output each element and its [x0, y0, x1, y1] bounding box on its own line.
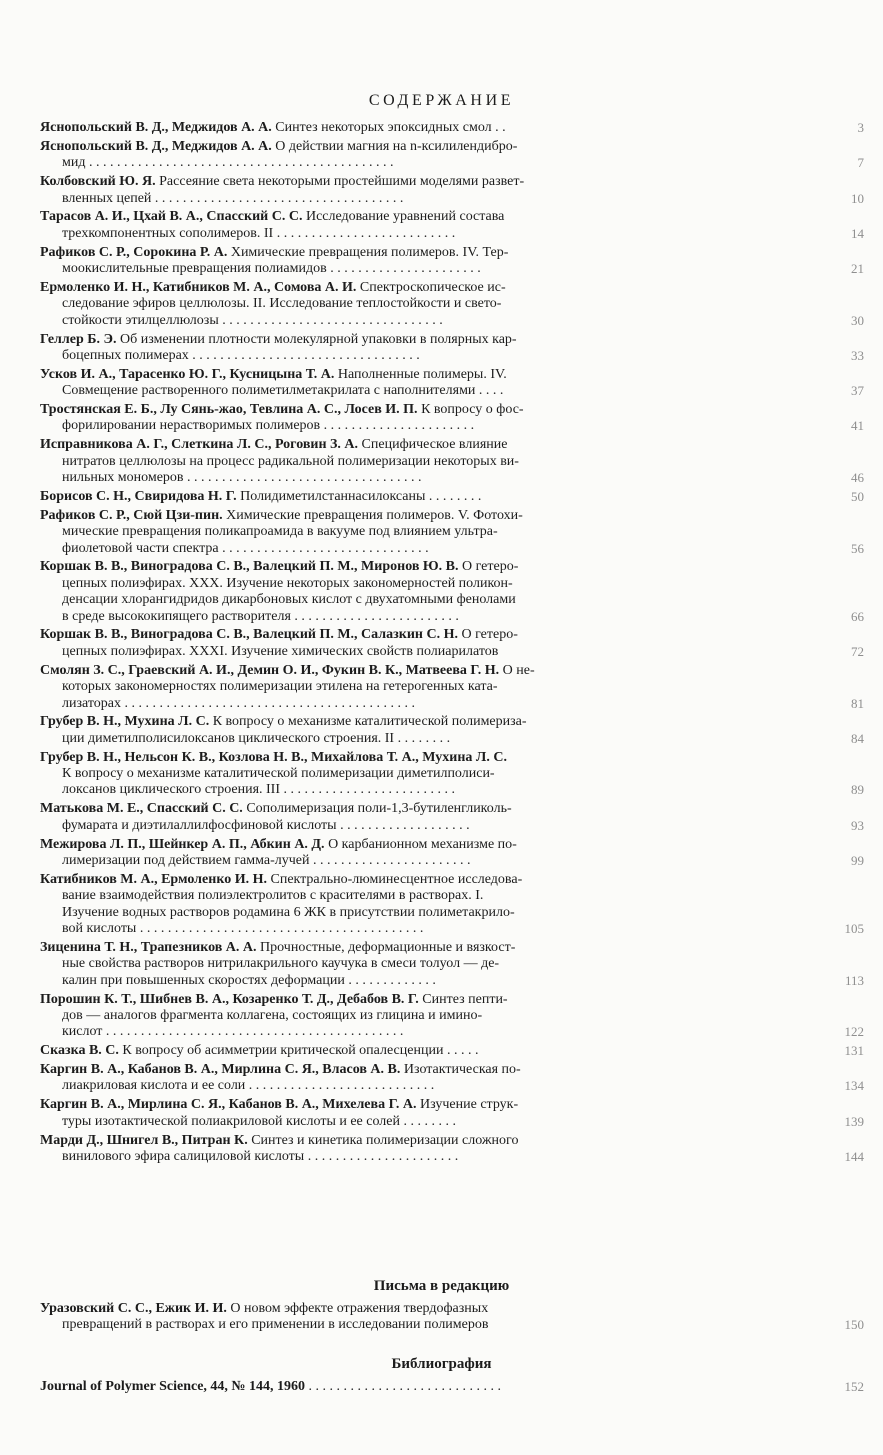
toc-entry-authors: Грубер В. Н., Нельсон К. В., Козлова Н. В., Михайлова Т. А., Мухина Л. С. [40, 749, 507, 765]
toc-entry-authors: Рафиков С. Р., Сюй Цзи-пин. [40, 507, 223, 523]
toc-entry-page: 152 [844, 1379, 864, 1394]
toc-entry-authors: Яснопольский В. Д., Меджидов А. А. [40, 120, 272, 135]
toc-entry [40, 174, 870, 207]
toc-entry-title: превращений в растворах и его применении в исследовании полимеров [62, 1317, 489, 1333]
toc-entry-page: 131 [844, 1043, 864, 1059]
toc-entry [40, 872, 870, 938]
toc-entry-line [40, 609, 812, 625]
toc-entry-title: форилировании нерастворимых полимеров . . . . . . . . . . . . . . . . . . . . . . [62, 418, 475, 434]
toc-entry-title: Синтез некоторых эпоксидных смол . . [271, 120, 506, 135]
toc-entry-title: О гетеро- [458, 559, 519, 575]
toc-entry-title: дов — аналогов фрагмента коллагена, состоящих из глицина и имино- [62, 1007, 483, 1023]
toc-entry [40, 714, 870, 747]
toc-entry-authors: Усков И. А., Тарасенко Ю. Г., Кусницына Т. А. [40, 366, 335, 382]
toc-entry-title: вание взаимодействия полиэлектролитов с красителями в растворах. I. [62, 888, 484, 904]
toc-entry-authors: Тарасов А. И., Цхай В. А., Спасский С. С. [40, 209, 303, 225]
letters-list [40, 1301, 870, 1336]
toc-entry-title: трехкомпонентных сополимеров. II . . . . . . . . . . . . . . . . . . . . . . . . . . [62, 225, 456, 241]
toc-entry-title: лимеризации под действием гамма-лучей . . . . . . . . . . . . . . . . . . . . . . . [62, 852, 471, 868]
toc-entry-page: 105 [844, 921, 864, 936]
toc-entry-title: Об изменении плотности молекулярной упаковки в полярных кар- [116, 331, 517, 347]
toc-entry-title: которых закономерностях полимеризации этилена на гетерогенных ката- [62, 679, 498, 695]
toc-entry-line [40, 714, 812, 730]
toc-entry-title: винилового эфира салициловой кислоты . . . . . . . . . . . . . . . . . . . . . . [62, 1148, 459, 1164]
toc-entry [40, 280, 870, 329]
toc-entry-line [40, 1317, 812, 1333]
toc-entry-page: 7 [857, 155, 864, 171]
page-title: СОДЕРЖАНИЕ [368, 92, 515, 109]
toc-entry-line [40, 956, 812, 972]
toc-entry-authors: Матькова М. Е., Спасский С. С. [40, 801, 243, 817]
toc-entry-authors: Яснопольский В. Д., Меджидов А. А. [40, 138, 272, 154]
toc-entry-authors: Грубер В. Н., Мухина Л. С. [40, 714, 210, 730]
toc-entry-page: 56 [851, 540, 864, 556]
toc-entry-title: локсанов циклического строения. III . . . . . . . . . . . . . . . . . . . . . . . . . [62, 782, 456, 798]
toc-entry-title: О карбанионном механизме по- [324, 836, 517, 852]
toc-entry-line [40, 627, 812, 643]
toc-entry-authors: Смолян З. С., Граевский А. И., Демин О. И., Фукин В. К., Матвеева Г. Н. [40, 662, 500, 678]
toc-entry-line [40, 1133, 812, 1149]
toc-entry-line [40, 508, 812, 524]
toc-entry-line [40, 644, 812, 660]
toc-entry-line [40, 367, 812, 383]
toc-entry-title: нитратов целлюлозы на процесс радикальной полимеризации некоторых ви- [62, 453, 519, 469]
toc-entry-title: Изучение струк- [416, 1097, 519, 1113]
toc-entry-page: 21 [851, 261, 864, 276]
toc-entry [40, 992, 870, 1041]
toc-entry-line [40, 818, 812, 834]
toc-entry-line [40, 1024, 812, 1040]
toc-entry-title: К вопросу о фос- [417, 402, 524, 417]
toc-entry-title: Полидиметилстаннасилоксаны . . . . . . . . [236, 488, 482, 504]
toc-entry-title: Исследование уравнений состава [302, 209, 505, 225]
toc-entry-page: 14 [851, 225, 864, 241]
toc-entry-page: 66 [851, 608, 864, 624]
toc-entry-authors: Исправникова А. Г., Слеткина Л. С., Роговин З. А. [40, 437, 359, 453]
toc-entry-line [40, 888, 812, 904]
toc-entry-title: Сополимеризация поли-1,3-бутиленгликоль- [242, 801, 512, 817]
toc-entry-page: 50 [851, 488, 864, 504]
toc-entry-title: ции диметилполисилоксанов циклического строения. II . . . . . . . . [62, 730, 451, 746]
toc-entry-line [40, 696, 812, 712]
toc-entry-authors: Тростянская Е. Б., Лу Сянь-жао, Тевлина А. С., Лосев И. П. [40, 402, 418, 417]
toc-entry-title: боцепных полимерах . . . . . . . . . . . . . . . . . . . . . . . . . . . . . . . . . [62, 347, 420, 363]
toc-entry-line [40, 226, 812, 242]
toc-entry-page: 150 [844, 1317, 864, 1333]
toc-entry-title: О действии магния на n-ксилилендибро- [271, 138, 518, 154]
toc-entry-page: 37 [851, 383, 864, 399]
toc-entry-title: вленных цепей . . . . . . . . . . . . . . . . . . . . . . . . . . . . . . . . . . . . [62, 190, 404, 206]
toc-entry-title: денсации хлорангидридов дикарбоновых кислот с двухатомными фенолами [62, 592, 516, 608]
toc-entry-line [40, 383, 812, 399]
toc-entry-line [40, 782, 812, 798]
toc-entry-line [40, 489, 812, 505]
toc-entry [40, 663, 870, 712]
toc-entry-line [40, 905, 812, 921]
toc-entry [40, 801, 870, 834]
toc-entry-page: 41 [851, 418, 864, 434]
toc-entry-page: 113 [844, 972, 864, 988]
toc-entry-page: 134 [844, 1078, 864, 1094]
toc-entry-line [40, 1062, 812, 1078]
toc-entry-authors: Сказка В. С. [40, 1043, 119, 1059]
toc-entry [40, 1062, 870, 1095]
toc-entry-title: лизаторах . . . . . . . . . . . . . . . . . . . . . . . . . . . . . . . . . . . . . . . . . . [62, 695, 416, 711]
toc-entry-line [40, 296, 812, 312]
toc-entry-title: Рассеяние света некоторыми простейшими моделями развет- [155, 174, 525, 190]
toc-entry [40, 508, 870, 557]
toc-entry-line [40, 155, 812, 171]
toc-entry-line [40, 1114, 812, 1130]
toc-entry-title: Специфическое влияние [358, 437, 508, 453]
toc-entry-line [40, 191, 812, 207]
toc-entry-line [40, 576, 812, 592]
toc-entry-title: Химические превращения полимеров. IV. Тер- [227, 244, 509, 260]
toc-entry-title: К вопросу о механизме каталитической полимеризации диметилполиси- [62, 766, 495, 782]
toc-entry-line [40, 679, 812, 695]
toc-entry-title: вой кислоты . . . . . . . . . . . . . . . . . . . . . . . . . . . . . . . . . . . . . . . . . [62, 921, 424, 936]
toc-entry-title: О не- [499, 662, 535, 678]
toc-entry-title: мид . . . . . . . . . . . . . . . . . . . . . . . . . . . . . . . . . . . . . . . . . . . . [62, 155, 394, 171]
toc-entry-title: К вопросу о механизме каталитической полимериза- [209, 714, 527, 730]
toc-entry-line [40, 592, 812, 608]
toc-entry-authors: Уразовский С. С., Ежик И. И. [40, 1301, 227, 1316]
toc-entry-title: Химические превращения полимеров. V. Фотохи- [222, 507, 523, 523]
toc-entry-line [40, 332, 812, 348]
toc-entry-page: 46 [851, 470, 864, 486]
toc-entry-line [40, 313, 812, 329]
toc-entry-title: Изучение водных растворов родамина 6 ЖК в присутствии полиметакрило- [62, 904, 515, 920]
toc-entry-line [40, 437, 812, 453]
toc-entry-authors: Journal of Polymer Science, 44, № 144, 1960 [40, 1379, 306, 1394]
toc-entry [40, 139, 870, 172]
toc-entry [40, 367, 870, 400]
toc-entry-title: Синтез пепти- [418, 991, 508, 1007]
toc-entry-authors: Межирова Л. П., Шейнкер А. П., Абкин А. Д. [40, 836, 325, 852]
toc-entry-page: 89 [851, 782, 864, 798]
toc-entry-authors: Борисов С. Н., Свиридова Н. Г. [40, 488, 237, 504]
toc-entry-page: 122 [844, 1024, 864, 1040]
toc-entry-line [40, 1301, 812, 1317]
toc-entry-title: Изотактическая по- [400, 1062, 521, 1077]
toc-entry-title: цепных полиэфирах. XXXI. Изучение химических свойств полиарилатов [62, 643, 499, 659]
toc-entry-page: 72 [851, 643, 864, 659]
toc-entry-title: . . . . . . . . . . . . . . . . . . . . . . . . . . . . [305, 1379, 502, 1394]
toc-entry-authors: Коршак В. В., Виноградова С. В., Валецкий П. М., Салазкин С. Н. [40, 627, 458, 643]
toc-entry-title: Спектроскопическое ис- [356, 279, 506, 295]
toc-entry-line [40, 559, 812, 575]
toc-entry-title: Спектрально-люминесцентное исследова- [266, 871, 523, 887]
toc-entry-line [40, 1379, 812, 1395]
toc-entry-line [40, 541, 812, 557]
toc-entry-line [40, 992, 812, 1008]
toc-entry [40, 437, 870, 486]
toc-entry-line [40, 940, 812, 956]
toc-entry-line [40, 139, 812, 155]
toc-entry-title: цепных полиэфирах. XXX. Изучение некоторых закономерностей поликон- [62, 575, 513, 591]
toc-entry-authors: Ермоленко И. Н., Катибников М. А., Сомова А. И. [40, 279, 357, 295]
toc-entry-line [40, 348, 812, 364]
toc-entry-title: в среде высококипящего растворителя . . . . . . . . . . . . . . . . . . . . . . . . [62, 608, 459, 624]
toc-entry-line [40, 1008, 812, 1024]
toc-entry-title: Совмещение растворенного полиметилметакрилата с наполнителями . . . . [62, 383, 504, 399]
toc-entry-line [40, 731, 812, 747]
letters-section-title: Письма в редакцию [373, 1278, 510, 1294]
toc-entry-title: Синтез и кинетика полимеризации сложного [247, 1132, 519, 1148]
toc-entry-line [40, 1078, 812, 1094]
toc-entry-authors: Рафиков С. Р., Сорокина Р. А. [40, 244, 228, 260]
toc-entry-authors: Каргин В. А., Кабанов В. А., Мирлина С. Я., Власов А. В. [40, 1062, 401, 1077]
toc-entry [40, 750, 870, 799]
toc-entry-page: 81 [851, 695, 864, 711]
bibliography-section-title: Библиография [391, 1356, 492, 1372]
toc-entry-line [40, 973, 812, 989]
toc-entry-title: стойкости этилцеллюлозы . . . . . . . . . . . . . . . . . . . . . . . . . . . . . . . . [62, 312, 443, 328]
toc-entry-page: 33 [851, 347, 864, 363]
toc-entry [40, 837, 870, 870]
toc-entry [40, 120, 870, 136]
toc-list [40, 120, 870, 1168]
toc-entry-line [40, 120, 812, 136]
toc-entry [40, 1043, 870, 1059]
toc-entry [40, 402, 870, 435]
toc-entry-page: 99 [851, 852, 864, 868]
toc-entry-authors: Каргин В. А., Мирлина С. Я., Кабанов В. А., Михелева Г. А. [40, 1097, 417, 1113]
toc-entry-page: 139 [844, 1113, 864, 1129]
toc-entry-title: кислот . . . . . . . . . . . . . . . . . . . . . . . . . . . . . . . . . . . . . . . . . . . [62, 1024, 404, 1040]
toc-entry-line [40, 1043, 812, 1059]
toc-entry-title: калин при повышенных скоростях деформации . . . . . . . . . . . . . [62, 972, 436, 988]
toc-entry [40, 940, 870, 989]
toc-entry-authors: Катибников М. А., Ермоленко И. Н. [40, 871, 267, 887]
toc-entry-title: О гетеро- [457, 627, 518, 643]
toc-entry-line [40, 921, 812, 937]
toc-entry [40, 332, 870, 365]
toc-entry-line [40, 470, 812, 486]
toc-entry-page: 3 [857, 120, 864, 135]
toc-entry-page: 144 [844, 1148, 864, 1164]
toc-entry-line [40, 280, 812, 296]
toc-entry-authors: Марди Д., Шнигел В., Питран К. [40, 1132, 248, 1148]
toc-entry-line [40, 872, 812, 888]
toc-entry [40, 1133, 870, 1166]
toc-entry-authors: Геллер Б. Э. [40, 331, 117, 347]
toc-entry [40, 1379, 870, 1395]
toc-entry-title: моокислительные превращения полиамидов . . . . . . . . . . . . . . . . . . . . . . [62, 261, 481, 276]
toc-entry [40, 1301, 870, 1334]
toc-entry-title: О новом эффекте отражения твердофазных [226, 1301, 489, 1316]
toc-entry-title: лиакриловая кислота и ее соли . . . . . . . . . . . . . . . . . . . . . . . . . . . [62, 1078, 435, 1094]
toc-entry-line [40, 524, 812, 540]
toc-entry-title: фиолетовой части спектра . . . . . . . . . . . . . . . . . . . . . . . . . . . . . . [62, 540, 429, 556]
toc-entry-line [40, 209, 812, 225]
toc-entry-line [40, 174, 812, 190]
toc-entry-title: фумарата и диэтилаллилфосфиновой кислоты . . . . . . . . . . . . . . . . . . . [62, 817, 470, 833]
toc-entry [40, 245, 870, 278]
toc-entry-line [40, 245, 812, 261]
toc-entry-line [40, 663, 812, 679]
toc-entry [40, 209, 870, 242]
toc-entry-authors: Порошин К. Т., Шибнев В. А., Козаренко Т. Д., Дебабов В. Г. [40, 991, 419, 1007]
toc-entry-title: туры изотактической полиакриловой кислоты и ее солей . . . . . . . . [62, 1113, 456, 1129]
toc-entry-line [40, 853, 812, 869]
toc-entry [40, 559, 870, 625]
toc-entry-title: нильных мономеров . . . . . . . . . . . . . . . . . . . . . . . . . . . . . . . . . . [62, 470, 422, 486]
bibliography-list [40, 1379, 870, 1398]
toc-entry-line [40, 454, 812, 470]
toc-entry-page: 93 [851, 817, 864, 833]
toc-entry-title: мические превращения поликапроамида в вакууме под влиянием ультра- [62, 524, 498, 540]
toc-entry-page: 10 [851, 190, 864, 206]
toc-entry-line [40, 261, 812, 277]
toc-entry-line [40, 1097, 812, 1113]
toc-entry-line [40, 801, 812, 817]
toc-entry-line [40, 1149, 812, 1165]
toc-entry-title: ные свойства растворов нитрилакрильного каучука в смеси толуол — де- [62, 956, 500, 972]
toc-entry-title: Наполненные полимеры. IV. [334, 366, 507, 382]
toc-entry-line [40, 750, 812, 766]
toc-entry-title: следование эфиров целлюлозы. II. Исследование теплостойкости и свето- [62, 296, 502, 312]
toc-entry-line [40, 766, 812, 782]
toc-entry-line [40, 402, 812, 418]
toc-entry-line [40, 418, 812, 434]
toc-entry-title: Прочностные, деформационные и вязкост- [256, 939, 516, 955]
toc-entry-title: К вопросу об асимметрии критической опалесценции . . . . . [118, 1043, 479, 1059]
toc-entry-authors: Коршак В. В., Виноградова С. В., Валецкий П. М., Миронов Ю. В. [40, 559, 459, 575]
toc-entry-authors: Колбовский Ю. Я. [40, 174, 156, 190]
toc-entry-page: 84 [851, 730, 864, 746]
toc-entry-authors: Зиценина Т. Н., Трапезников А. А. [40, 939, 257, 955]
toc-entry [40, 489, 870, 505]
toc-entry-line [40, 837, 812, 853]
toc-entry [40, 627, 870, 660]
toc-entry [40, 1097, 870, 1130]
toc-entry-page: 30 [851, 312, 864, 328]
